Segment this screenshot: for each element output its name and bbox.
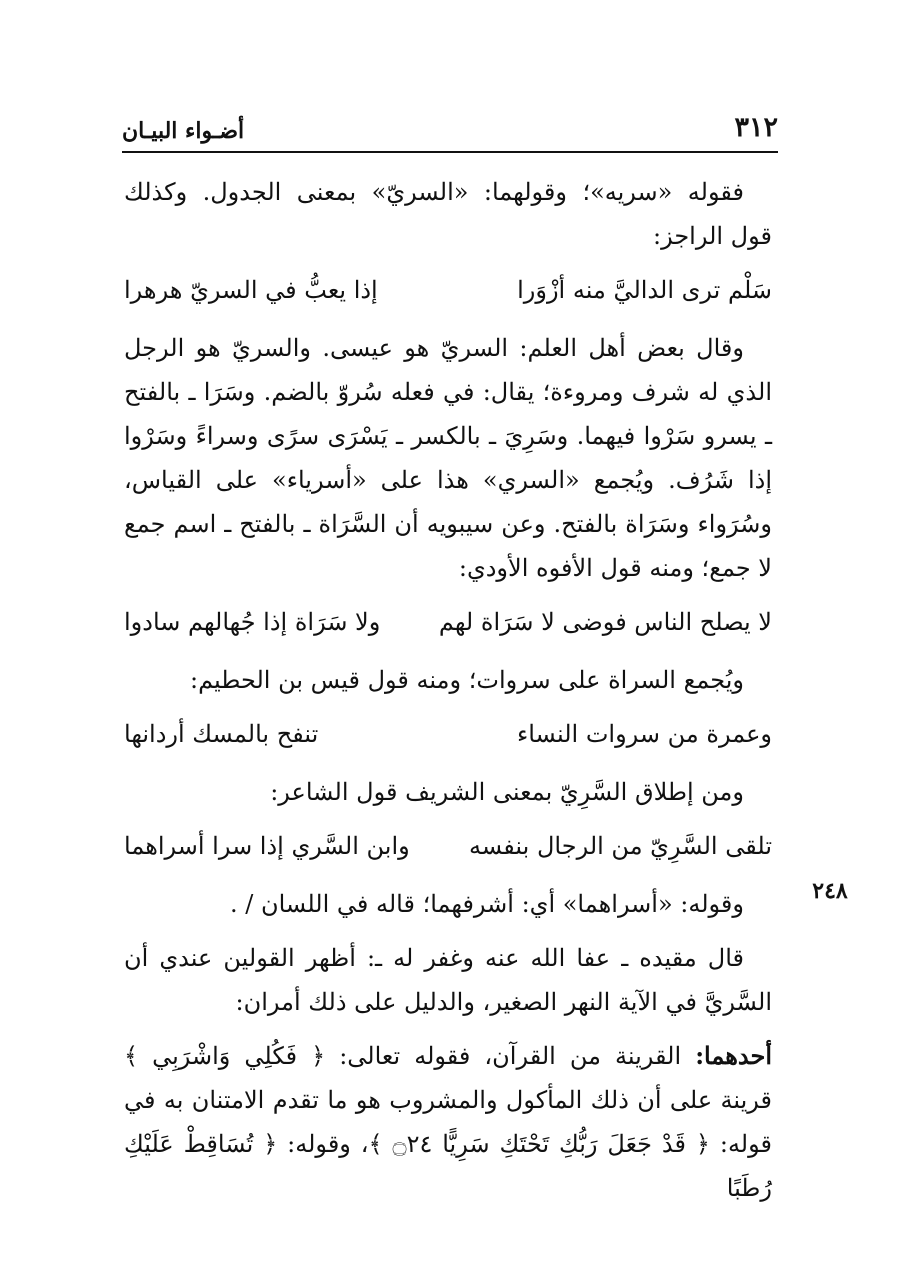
paragraph-1: فقوله «سريه»؛ وقولهما: «السريّ» بمعنى الجدول. وكذلك قول الراجز: (124, 178, 772, 250)
verse-3-second-hemistich: تنفح بالمسك أردانها (124, 720, 319, 748)
verse-1 (124, 268, 772, 312)
paragraph-7-text: القرينة من القرآن، فقوله تعالى: ﴿ فَكُلِي وَاشْرَبِي ﴾ قرينة على أن ذلك المأكول والمشروب هو ما تقدم الامتنان به في قوله: ﴿ قَدْ جَعَلَ رَبُّكِ تَحْتَكِ سَرِيًّا ۝٢٤ ﴾، وقوله: ﴿ تُسَاقِطْ عَلَيْكِ رُطَبًا (124, 1042, 772, 1202)
verse-2-first-hemistich: لا يصلح الناس فوضى لا سَرَاة لهم (438, 608, 772, 636)
page-header (122, 112, 778, 152)
verse-3-first-hemistich: وعمرة من سروات النساء (516, 720, 772, 748)
paragraph-3: ويُجمع السراة على سروات؛ ومنه قول قيس بن الحطيم: (189, 666, 744, 694)
running-title: أضـواء البيـان (122, 118, 245, 144)
body-text (124, 170, 772, 1220)
paragraph-7-lead: أحدهما: (695, 1041, 772, 1070)
verse-3 (124, 712, 772, 756)
header-rule (122, 151, 778, 153)
paragraph-6: قال مقيده ـ عفا الله عنه وغفر له ـ: أظهر القولين عندي أن السَّريَّ في الآية النهر الصغير، والدليل على ذلك أمران: (124, 944, 772, 1016)
paragraph-2: وقال بعض أهل العلم: السريّ هو عيسى. والسريّ هو الرجل الذي له شرف ومروءة؛ يقال: في فعله سُروّ بالضم. وسَرَا ـ بالفتح ـ يسرو سَرْوا فيهما. وسَرِيَ ـ بالكسر ـ يَسْرَى سرًى وسراءً وسَرْوا إذا شَرُف. ويُجمع «السري» هذا على «أسرياء» على القياس، وسُرَواء وسَرَاة بالفتح. وعن سيبويه أن السَّرَاة ـ بالفتح ـ اسم جمع لا جمع؛ ومنه قول الأفوه الأودي: (124, 334, 772, 582)
verse-2 (124, 600, 772, 644)
paragraph-7 (124, 1034, 772, 1210)
verse-2-second-hemistich: ولا سَرَاة إذا جُهالهم سادوا (124, 608, 381, 636)
verse-1-second-hemistich: إذا يعبُّ في السريّ هرهرا (124, 276, 378, 304)
verse-1-first-hemistich: سَلْم ترى الداليَّ منه أزْوَرا (517, 276, 772, 304)
page-number: ٣١٢ (734, 112, 778, 143)
verse-4 (124, 824, 772, 868)
margin-page-reference: ٢٤٨ (812, 878, 848, 904)
verse-4-second-hemistich: وابن السَّري إذا سرا أسراهما (124, 832, 410, 860)
verse-4-first-hemistich: تلقى السَّرِيّ من الرجال بنفسه (469, 832, 772, 860)
paragraph-4: ومن إطلاق السَّرِيّ بمعنى الشريف قول الشاعر: (270, 778, 744, 806)
paragraph-5: وقوله: «أسراهما» أي: أشرفهما؛ قاله في اللسان / . (230, 890, 744, 918)
